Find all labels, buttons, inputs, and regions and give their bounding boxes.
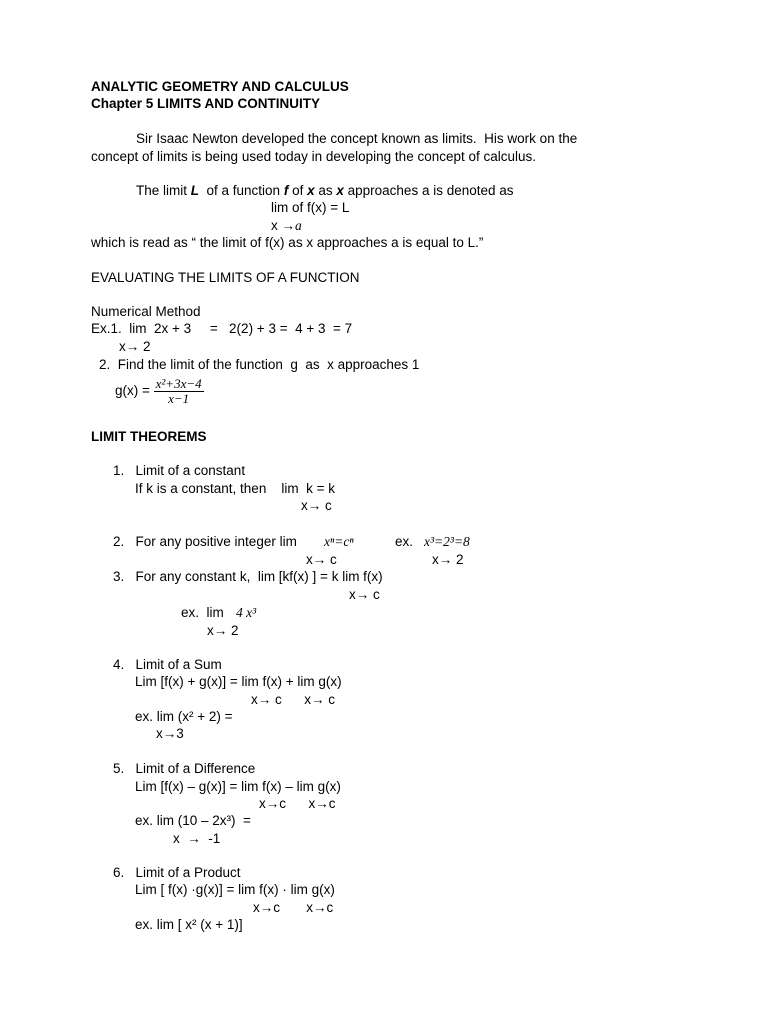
- example-1: Ex.1. lim 2x + 3 = 2(2) + 3 = 4 + 3 = 7: [91, 321, 353, 336]
- course-title: ANALYTIC GEOMETRY AND CALCULUS: [91, 79, 349, 94]
- theorem-4-subscript: x→ c x→ c: [251, 692, 336, 707]
- limit-theorems-heading: LIMIT THEOREMS: [91, 429, 207, 444]
- arrow-icon: →: [281, 218, 296, 233]
- theorem-4-example: ex. lim (x² + 2) =: [135, 709, 233, 724]
- theorem-6-statement: Lim [ f(x) ·g(x)] = lim f(x) · lim g(x): [135, 882, 335, 897]
- theorem-6-title: 6. Limit of a Product: [113, 865, 241, 880]
- evaluating-heading: EVALUATING THE LIMITS OF A FUNCTION: [91, 270, 360, 285]
- theorem-2-example-label: ex.: [395, 534, 414, 549]
- theorem-3-example-subscript: x→ 2: [207, 623, 239, 638]
- g-of-x-definition: g(x) = $\frac{\text{x²+3x−4}}{x-1}$: [115, 375, 202, 406]
- theorem-5-example-subscript: x → -1: [173, 831, 221, 846]
- theorem-2-statement: 2. For any positive integer lim: [113, 534, 297, 549]
- limit-definition: The limit L of a function f of x as x approaches a is denoted as: [136, 183, 514, 198]
- theorem-4-statement: Lim [f(x) + g(x)] = lim f(x) + lim g(x): [135, 674, 342, 689]
- theorem-5-example: ex. lim (10 – 2x³) =: [135, 813, 251, 828]
- theorem-6-example: ex. lim [ x² (x + 1)]: [135, 917, 243, 932]
- theorem-4-title: 4. Limit of a Sum: [113, 657, 222, 672]
- theorem-1-subscript: x→ c: [301, 498, 332, 513]
- theorem-6-subscript: x→c x→c: [253, 900, 334, 915]
- theorem-5-subscript: x→c x→c: [259, 796, 336, 811]
- theorem-1-title: 1. Limit of a constant: [113, 463, 246, 478]
- theorem-1-statement: If k is a constant, then lim k = k: [135, 481, 335, 496]
- limit-notation: lim of f(x) = L: [271, 200, 350, 215]
- theorem-3-statement: 3. For any constant k, lim [kf(x) ] = k lim f(x): [113, 569, 383, 584]
- example-2: 2. Find the limit of the function g as x approaches 1: [99, 357, 420, 372]
- intro-paragraph-line-1: Sir Isaac Newton developed the concept known as limits. His work on the: [136, 131, 578, 146]
- fraction: $\frac{\text{x²+3x−4}}{x-1}$: [155, 375, 202, 406]
- limit-notation-subscript: x →a: [271, 218, 302, 233]
- theorem-2-example-subscript: x→ 2: [432, 552, 464, 567]
- numerical-method-label: Numerical Method: [91, 304, 201, 319]
- chapter-title: Chapter 5 LIMITS AND CONTINUITY: [91, 96, 321, 111]
- theorem-4-example-subscript: x→3: [156, 726, 184, 741]
- theorem-5-title: 5. Limit of a Difference: [113, 761, 256, 776]
- theorem-2-example: x³=2³=8: [424, 534, 470, 549]
- theorem-2-expression: xⁿ=cⁿ: [324, 534, 354, 549]
- theorem-2-subscript: x→ c: [306, 552, 337, 567]
- example-1-subscript: x→ 2: [119, 339, 151, 354]
- theorem-3-subscript: x→ c: [349, 587, 380, 602]
- theorem-3-example-expression: 4 x³: [236, 605, 257, 620]
- intro-paragraph-line-2: concept of limits is being used today in developing the concept of calculus.: [91, 149, 537, 164]
- theorem-5-statement: Lim [f(x) – g(x)] = lim f(x) – lim g(x): [135, 779, 341, 794]
- read-as-sentence: which is read as “ the limit of f(x) as x approaches a is equal to L.”: [91, 235, 484, 250]
- theorem-3-example: ex. lim: [181, 605, 224, 620]
